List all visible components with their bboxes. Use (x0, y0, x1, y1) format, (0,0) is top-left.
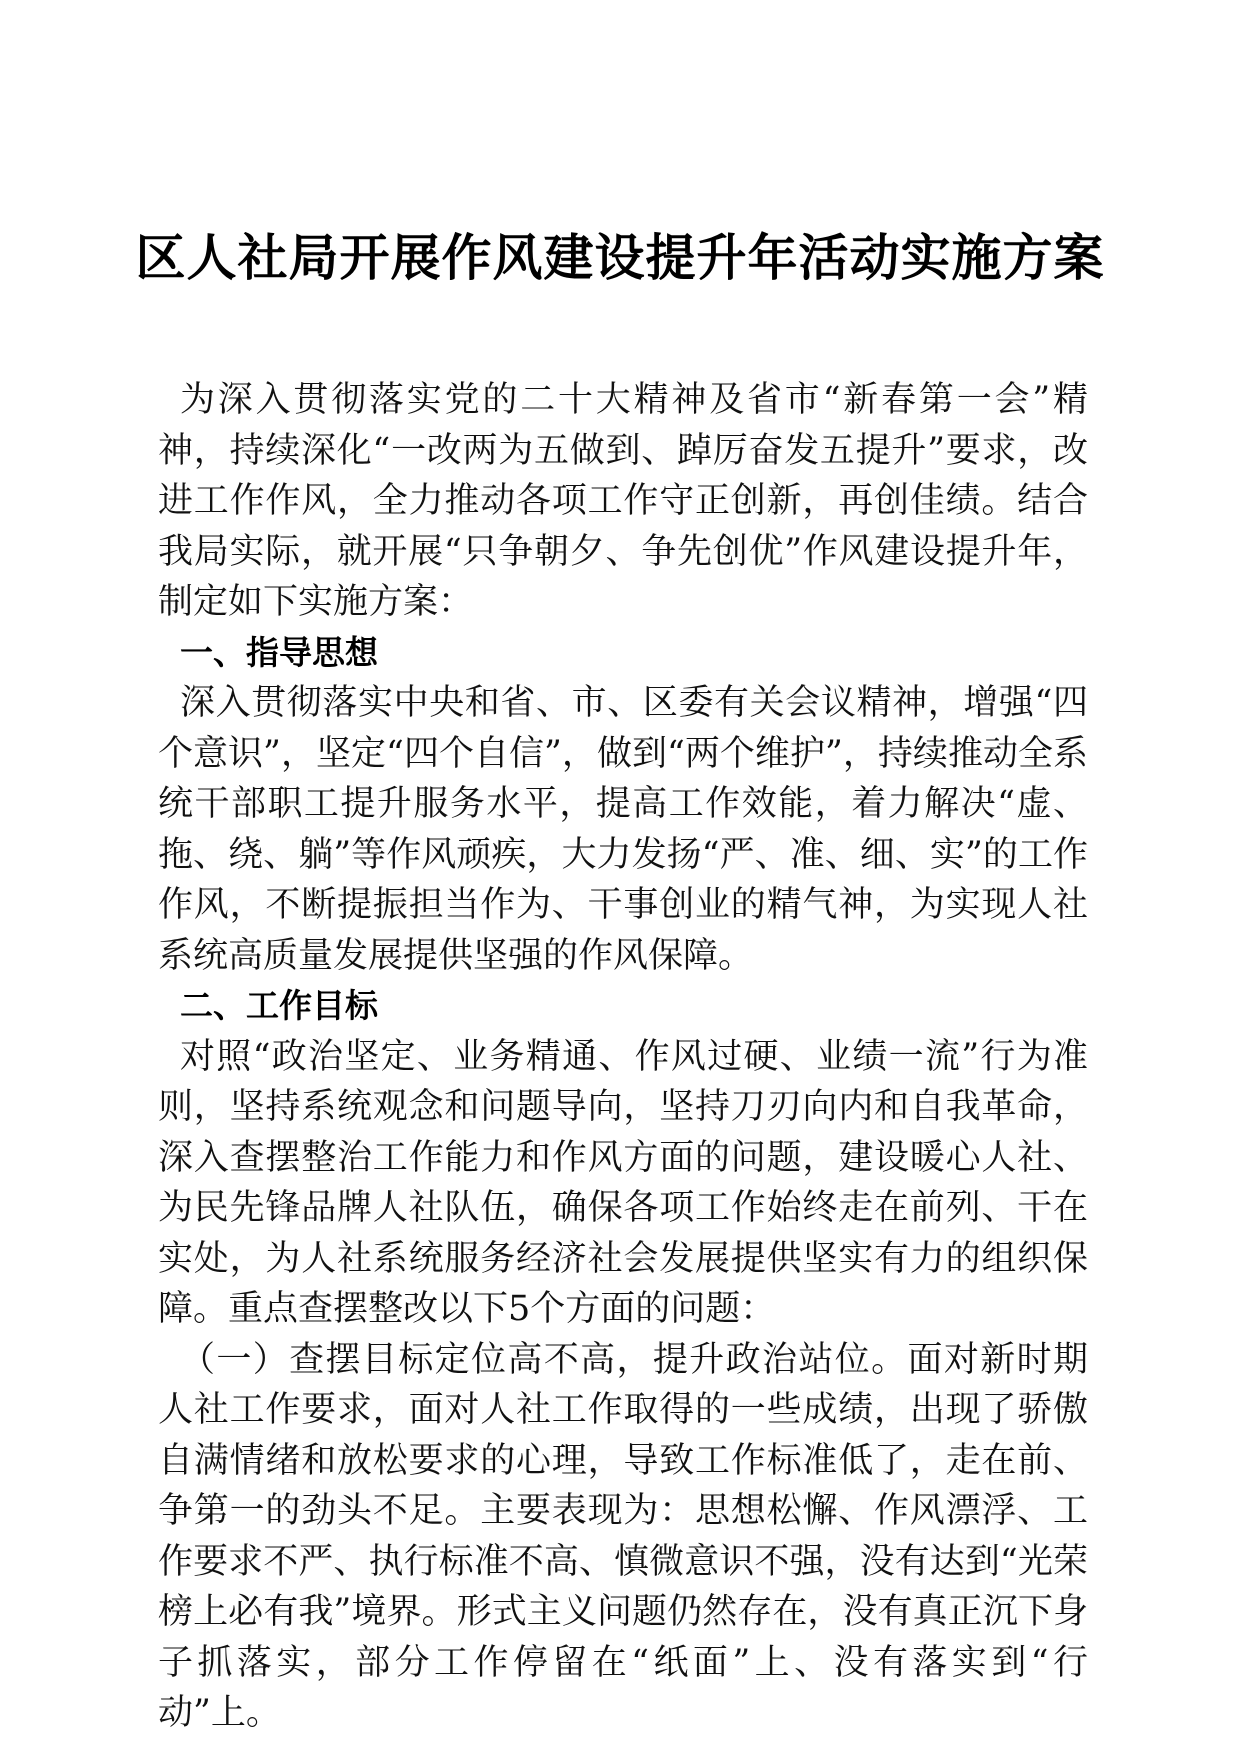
work-goals-paragraph: 对照“政治坚定、业务精通、作风过硬、业绩一流”行为准则，坚持系统观念和问题导向，坚持刀刃向内和自我革命，深入查摆整治工作能力和作风方面的问题，建设暖心人社、为民先锋品牌人社队伍，确保各项工作始终走在前列、干在实处，为人社系统服务经济社会发展提供坚实有力的组织保障。重点查摆整改以下5个方面的问题： (158, 1036, 1088, 1329)
intro-paragraph: 为深入贯彻落实党的二十大精神及省市“新春第一会”精神，持续深化“一改两为五做到、踔厉奋发五提升”要求，改进工作作风，全力推动各项工作守正创新，再创佳绩。结合我局实际，就开展“只争朝夕、争先创优”作风建设提升年，制定如下实施方案： (158, 380, 1088, 622)
section-heading-guiding-ideology: 一、指导思想 (180, 632, 378, 672)
item-one-paragraph: （一）查摆目标定位高不高，提升政治站位。面对新时期人社工作要求，面对人社工作取得的一些成绩，出现了骄傲自满情绪和放松要求的心理，导致工作标准低了，走在前、争第一的劲头不足。主要表现为：思想松懈、作风漂浮、工作要求不严、执行标准不高、慎微意识不强，没有达到“光荣榜上必有我”境界。形式主义问题仍然存在，没有真正沉下身子抓落实，部分工作停留在“纸面”上、没有落实到“行动”上。 (158, 1339, 1088, 1733)
document-title: 区人社局开展作风建设提升年活动实施方案 (135, 228, 1105, 287)
section-heading-work-goals: 二、工作目标 (180, 986, 378, 1025)
guiding-ideology-paragraph: 深入贯彻落实中央和省、市、区委有关会议精神，增强“四个意识”，坚定“四个自信”，做到“两个维护”，持续推动全系统干部职工提升服务水平，提高工作效能，着力解决“虚、拖、绕、躺”等作风顽疾，大力发扬“严、准、细、实”的工作作风，不断提振担当作为、干事创业的精气神，为实现人社系统高质量发展提供坚强的作风保障。 (158, 683, 1088, 976)
document-body (158, 375, 1088, 1739)
